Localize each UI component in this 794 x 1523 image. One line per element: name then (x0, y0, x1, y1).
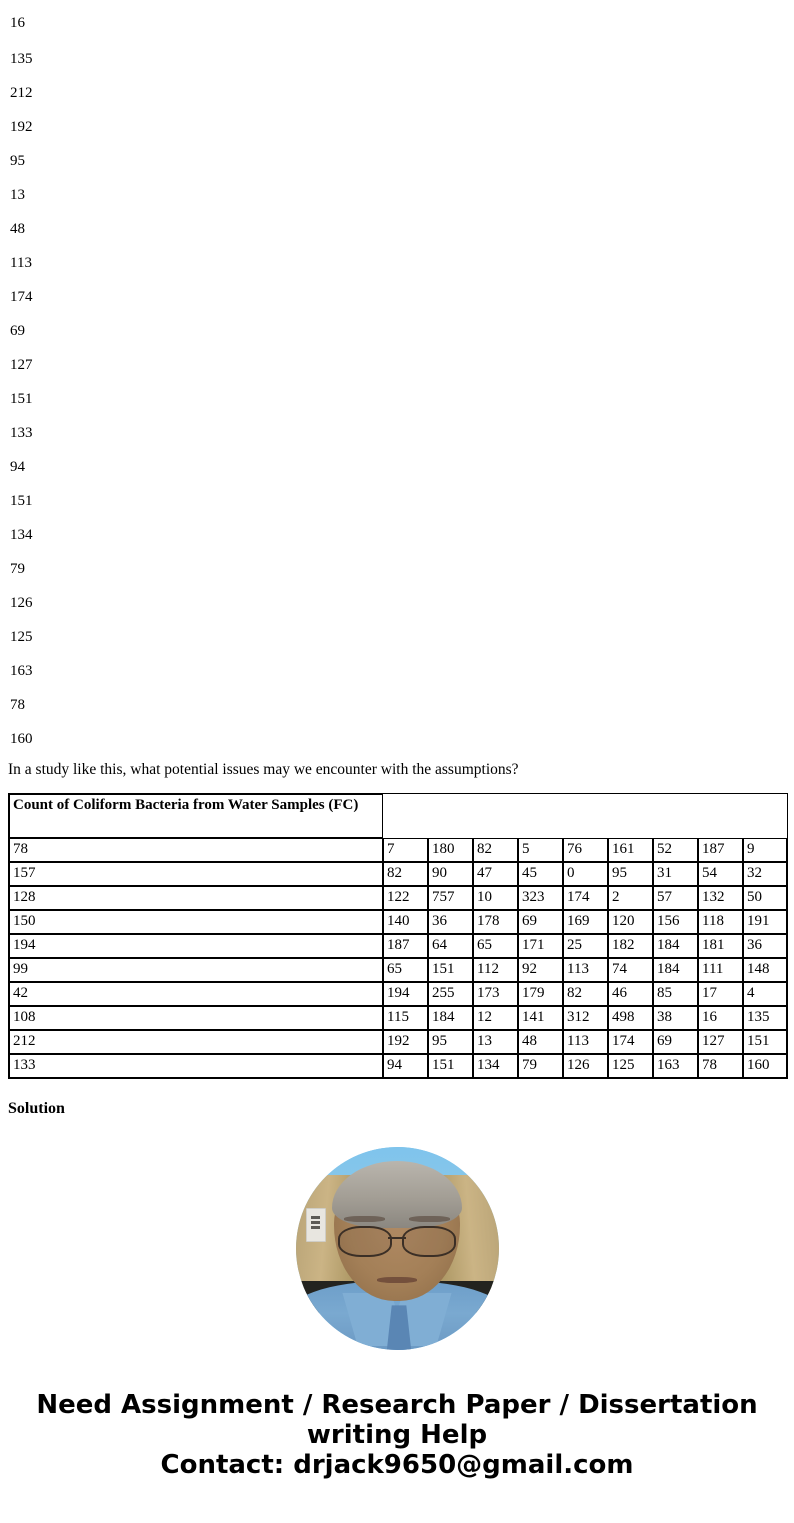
top-number-item: 94 (10, 458, 25, 475)
table-cell: 134 (473, 1054, 518, 1078)
table-cell: 323 (518, 886, 563, 910)
table-cell: 192 (383, 1030, 428, 1054)
table-cell: 82 (383, 862, 428, 886)
table-cell: 111 (698, 958, 743, 982)
table-cell: 255 (428, 982, 473, 1006)
table-cell: 141 (518, 1006, 563, 1030)
table-cell: 127 (698, 1030, 743, 1054)
avatar-lens-left (338, 1226, 391, 1256)
top-number-item: 212 (10, 84, 33, 101)
promo-line-3: Contact: drjack9650@gmail.com (160, 1450, 634, 1480)
table-row (9, 1030, 787, 1054)
table-cell: 161 (608, 838, 653, 862)
top-number-item: 192 (10, 118, 33, 135)
table-cell: 54 (698, 862, 743, 886)
table-cell: 69 (653, 1030, 698, 1054)
table-cell: 92 (518, 958, 563, 982)
table-body (9, 838, 787, 1078)
table-row (9, 958, 787, 982)
table-cell-primary: 150 (9, 910, 383, 934)
question-text: In a study like this, what potential issues may we encounter with the assumptions? (8, 761, 519, 778)
table-header-row (9, 794, 787, 838)
table-cell: 140 (383, 910, 428, 934)
table-cell: 179 (518, 982, 563, 1006)
table-cell: 36 (743, 934, 787, 958)
top-number-item: 134 (10, 526, 33, 543)
table-cell: 25 (563, 934, 608, 958)
top-number-item: 174 (10, 288, 33, 305)
table-cell: 90 (428, 862, 473, 886)
avatar-lens-right (402, 1226, 455, 1256)
table-cell: 184 (428, 1006, 473, 1030)
table-cell: 9 (743, 838, 787, 862)
table-row (9, 886, 787, 910)
table-cell: 65 (383, 958, 428, 982)
table-cell-primary: 42 (9, 982, 383, 1006)
table-cell: 36 (428, 910, 473, 934)
table-cell: 187 (383, 934, 428, 958)
table-row (9, 982, 787, 1006)
table-cell: 191 (743, 910, 787, 934)
table-cell: 312 (563, 1006, 608, 1030)
table-cell: 48 (518, 1030, 563, 1054)
table-cell: 125 (608, 1054, 653, 1078)
table-cell: 74 (608, 958, 653, 982)
coliform-data-table (8, 793, 788, 1079)
table-cell: 10 (473, 886, 518, 910)
table-cell: 184 (653, 934, 698, 958)
table-cell: 112 (473, 958, 518, 982)
table-cell: 122 (383, 886, 428, 910)
table-header-blank (383, 794, 787, 838)
top-number-item: 151 (10, 492, 33, 509)
table-cell: 79 (518, 1054, 563, 1078)
top-number-item: 16 (10, 14, 25, 31)
table-cell: 57 (653, 886, 698, 910)
table-cell: 12 (473, 1006, 518, 1030)
table-cell: 113 (563, 1030, 608, 1054)
table-cell: 64 (428, 934, 473, 958)
top-number-item: 125 (10, 628, 33, 645)
table-cell: 132 (698, 886, 743, 910)
promo-footer (0, 1390, 794, 1480)
table-cell-primary: 157 (9, 862, 383, 886)
table-cell-primary: 133 (9, 1054, 383, 1078)
table-cell: 178 (473, 910, 518, 934)
avatar-eyebrow-left (344, 1216, 385, 1222)
table-cell: 65 (473, 934, 518, 958)
coliform-table-wrapper (8, 793, 785, 1079)
table-cell: 16 (698, 1006, 743, 1030)
table-cell: 45 (518, 862, 563, 886)
avatar-mouth (377, 1277, 418, 1283)
table-cell: 115 (383, 1006, 428, 1030)
table-cell: 95 (428, 1030, 473, 1054)
table-row (9, 838, 787, 862)
top-number-item: 69 (10, 322, 25, 339)
table-cell: 171 (518, 934, 563, 958)
avatar-glasses-bridge (388, 1237, 407, 1239)
table-cell: 151 (743, 1030, 787, 1054)
table-row (9, 934, 787, 958)
solution-heading: Solution (8, 1100, 65, 1117)
table-cell: 52 (653, 838, 698, 862)
table-cell: 160 (743, 1054, 787, 1078)
table-cell: 50 (743, 886, 787, 910)
table-cell-primary: 99 (9, 958, 383, 982)
top-number-item: 151 (10, 390, 33, 407)
top-number-item: 13 (10, 186, 25, 203)
table-cell: 120 (608, 910, 653, 934)
table-cell: 7 (383, 838, 428, 862)
table-cell: 94 (383, 1054, 428, 1078)
table-cell: 113 (563, 958, 608, 982)
table-cell: 76 (563, 838, 608, 862)
table-cell-primary: 108 (9, 1006, 383, 1030)
top-number-item: 78 (10, 696, 25, 713)
table-cell: 17 (698, 982, 743, 1006)
table-cell: 163 (653, 1054, 698, 1078)
table-cell: 78 (698, 1054, 743, 1078)
avatar (296, 1147, 499, 1350)
table-cell: 31 (653, 862, 698, 886)
table-cell: 135 (743, 1006, 787, 1030)
top-number-item: 127 (10, 356, 33, 373)
table-cell: 498 (608, 1006, 653, 1030)
avatar-eyebrow-right (409, 1216, 450, 1222)
table-cell: 2 (608, 886, 653, 910)
table-cell: 184 (653, 958, 698, 982)
table-cell-primary: 194 (9, 934, 383, 958)
table-cell: 4 (743, 982, 787, 1006)
avatar-glasses (338, 1226, 456, 1252)
table-cell: 174 (608, 1030, 653, 1054)
table-cell: 47 (473, 862, 518, 886)
table-cell-primary: 78 (9, 838, 383, 862)
table-cell: 174 (563, 886, 608, 910)
table-cell: 148 (743, 958, 787, 982)
top-number-item: 126 (10, 594, 33, 611)
top-number-item: 79 (10, 560, 25, 577)
table-row (9, 862, 787, 886)
table-cell: 169 (563, 910, 608, 934)
table-head (9, 794, 787, 838)
top-number-list (0, 0, 794, 756)
table-cell: 151 (428, 1054, 473, 1078)
table-cell: 32 (743, 862, 787, 886)
table-cell: 5 (518, 838, 563, 862)
avatar-block (0, 1147, 794, 1350)
table-cell: 156 (653, 910, 698, 934)
table-cell: 187 (698, 838, 743, 862)
table-row (9, 1006, 787, 1030)
table-header-title: Count of Coliform Bacteria from Water Samples (FC) (9, 794, 383, 838)
table-cell: 38 (653, 1006, 698, 1030)
table-cell: 180 (428, 838, 473, 862)
table-cell: 181 (698, 934, 743, 958)
top-number-item: 135 (10, 50, 33, 67)
table-cell-primary: 128 (9, 886, 383, 910)
table-cell: 182 (608, 934, 653, 958)
avatar-light-switch (306, 1208, 326, 1242)
table-cell-primary: 212 (9, 1030, 383, 1054)
table-cell: 95 (608, 862, 653, 886)
table-cell: 757 (428, 886, 473, 910)
top-number-item: 133 (10, 424, 33, 441)
top-number-item: 48 (10, 220, 25, 237)
table-cell: 82 (563, 982, 608, 1006)
table-cell: 173 (473, 982, 518, 1006)
table-cell: 126 (563, 1054, 608, 1078)
promo-line-1: Need Assignment / Research Paper / Dissertation (36, 1390, 758, 1420)
top-number-item: 160 (10, 730, 33, 747)
top-number-item: 113 (10, 254, 32, 271)
promo-line-2: writing Help (306, 1420, 488, 1450)
table-cell: 118 (698, 910, 743, 934)
table-row (9, 1054, 787, 1078)
top-number-item: 95 (10, 152, 25, 169)
table-cell: 13 (473, 1030, 518, 1054)
top-number-item: 163 (10, 662, 33, 679)
table-cell: 194 (383, 982, 428, 1006)
table-cell: 46 (608, 982, 653, 1006)
table-cell: 69 (518, 910, 563, 934)
table-cell: 0 (563, 862, 608, 886)
table-cell: 151 (428, 958, 473, 982)
table-row (9, 910, 787, 934)
table-cell: 85 (653, 982, 698, 1006)
table-cell: 82 (473, 838, 518, 862)
